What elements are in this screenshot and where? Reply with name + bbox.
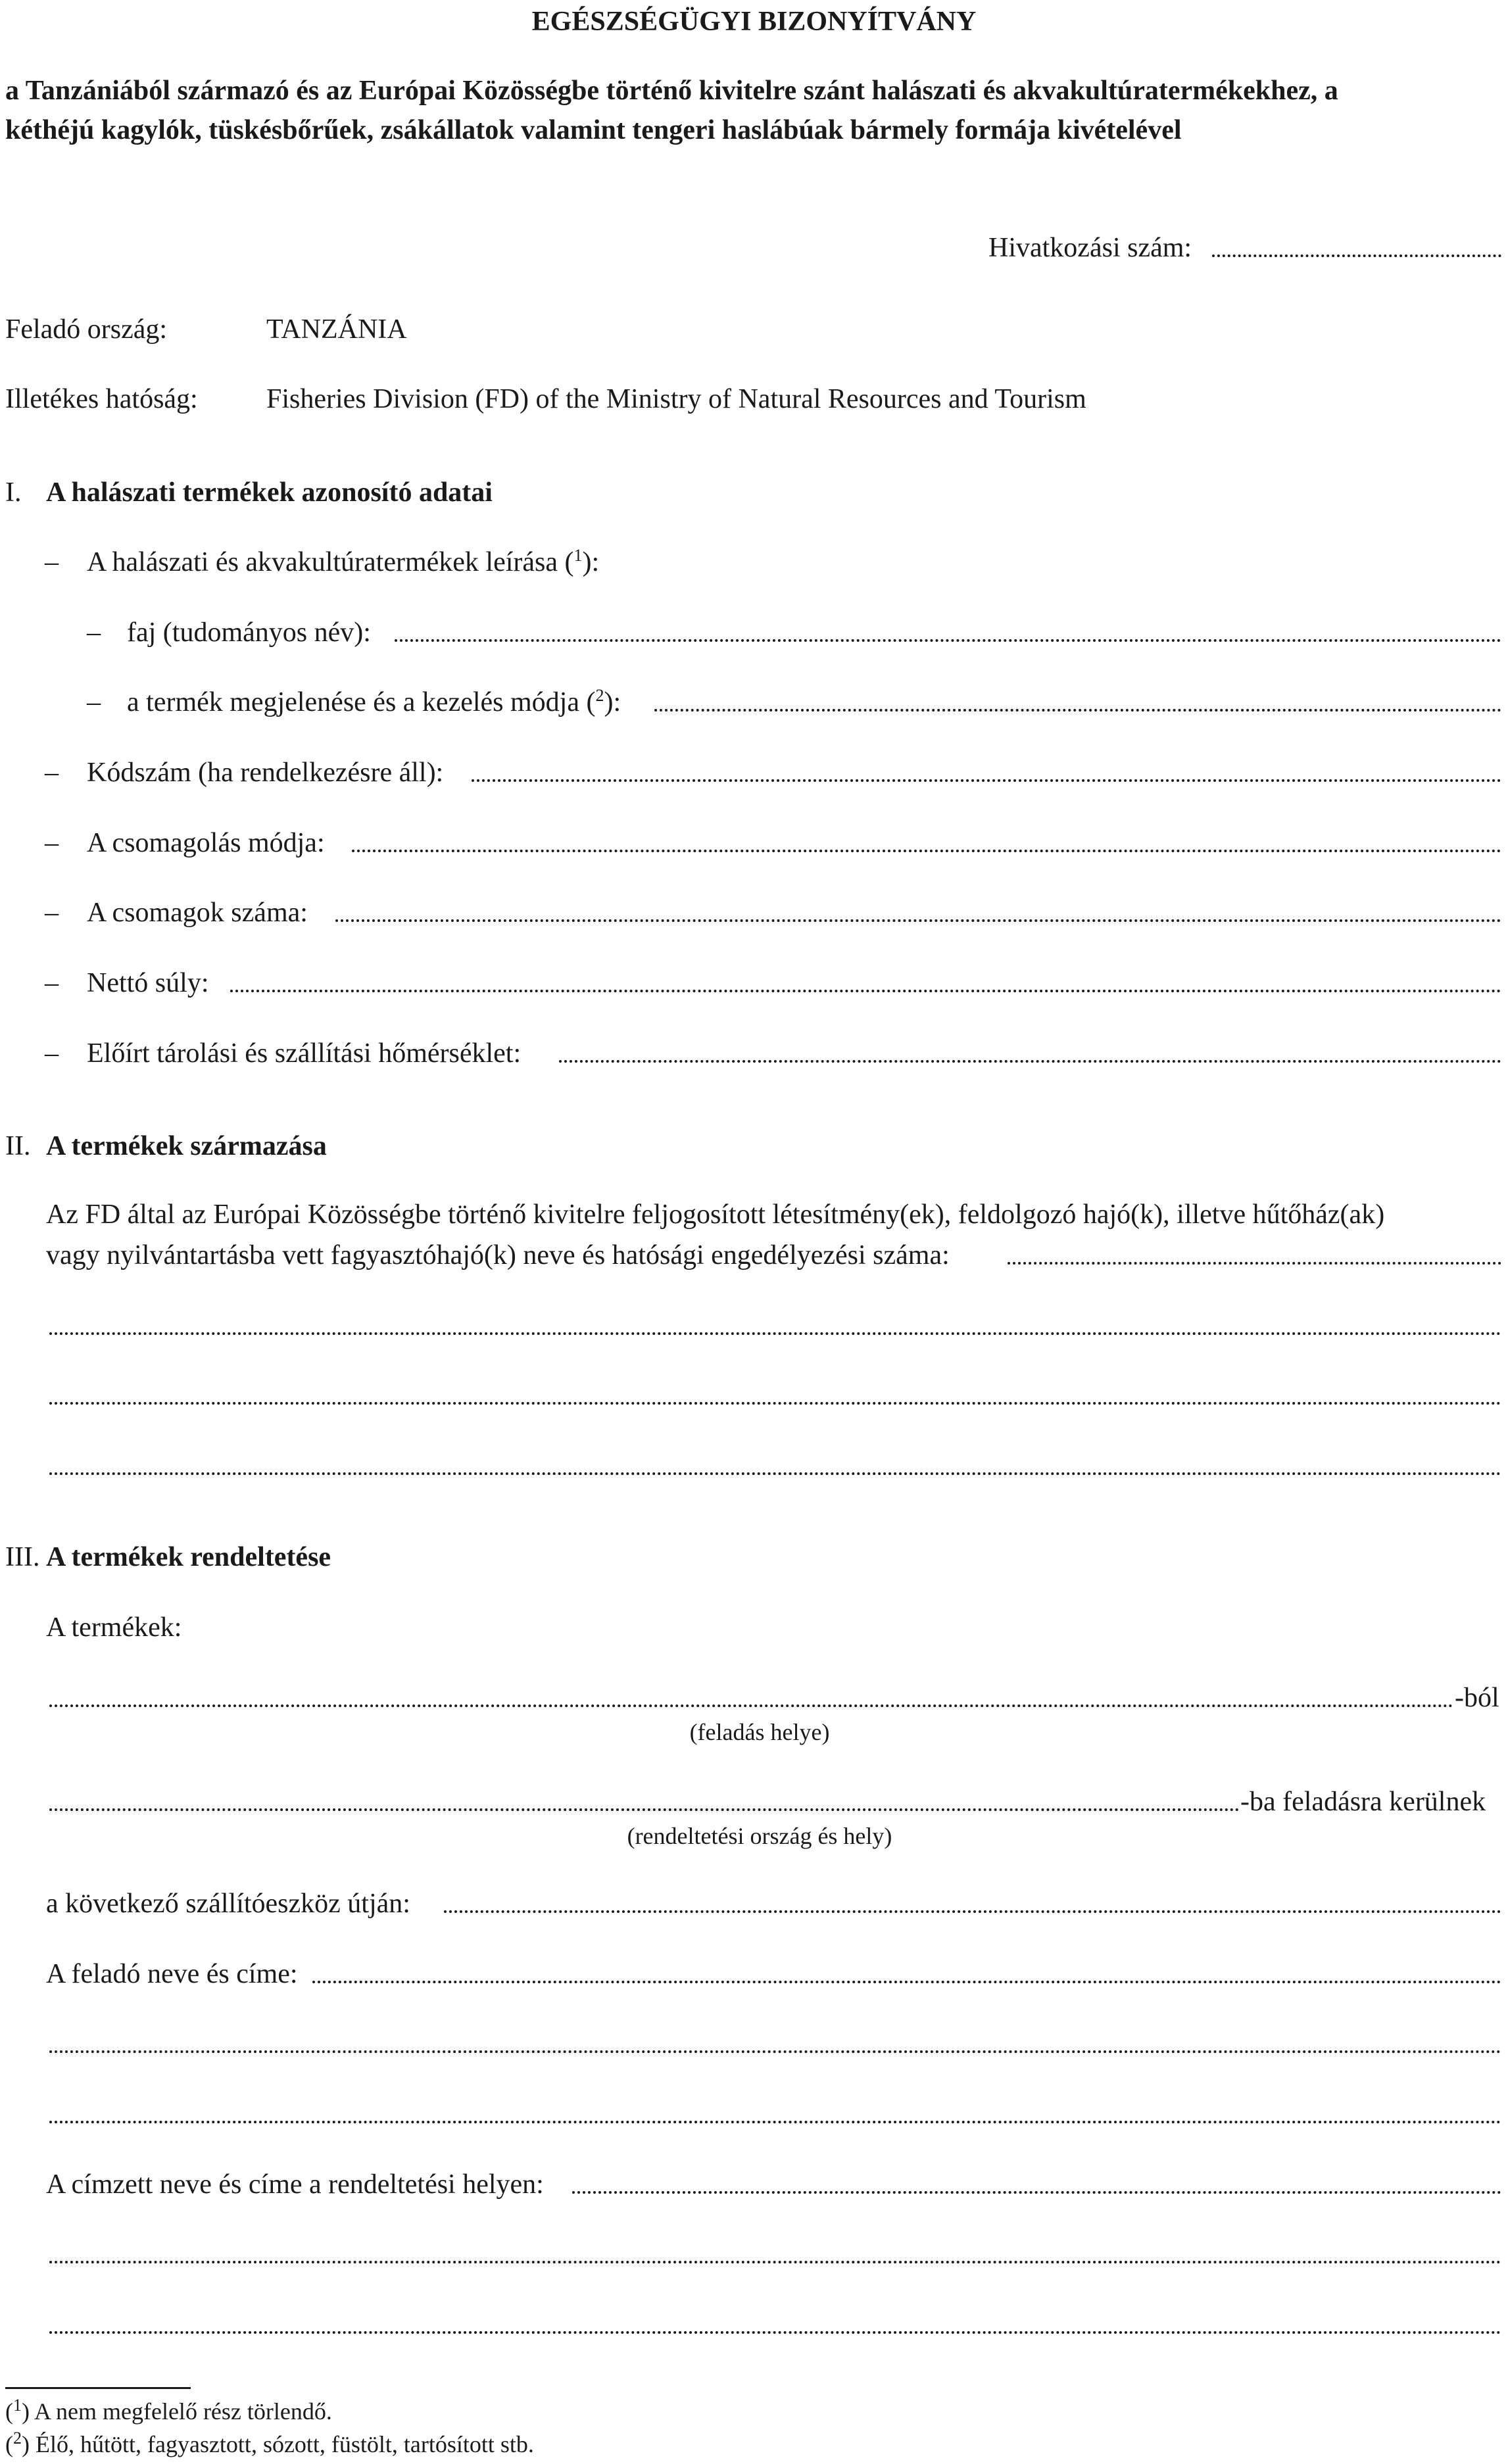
presentation-field[interactable] bbox=[654, 709, 1501, 712]
establishment-field-line4[interactable] bbox=[49, 1472, 1501, 1475]
packages-field[interactable] bbox=[335, 919, 1501, 922]
packaging-label: A csomagolás módja: bbox=[87, 828, 325, 858]
section3-title: A termékek rendeltetése bbox=[46, 1542, 331, 1572]
consignee-field[interactable] bbox=[572, 2191, 1501, 2194]
document-title: EGÉSZSÉGÜGYI BIZONYÍTVÁNY bbox=[531, 7, 977, 37]
establishment-field-line2[interactable] bbox=[49, 1332, 1501, 1335]
bullet-dash: – bbox=[45, 968, 59, 998]
code-field[interactable] bbox=[472, 779, 1501, 782]
section2-text-line2: vagy nyilvántartásba vett fagyasztóhajó(k) neve és hatósági engedélyezési száma: bbox=[46, 1240, 950, 1270]
section2-title: A termékek származása bbox=[46, 1131, 327, 1161]
to-suffix: -ba feladásra kerülnek bbox=[1240, 1787, 1486, 1817]
authority-label: Illetékes hatóság: bbox=[5, 384, 198, 414]
presentation-label: a termék megjelenése és a kezelés módja ($^2$): bbox=[127, 686, 621, 717]
bullet-dash: – bbox=[45, 758, 59, 788]
packaging-field[interactable] bbox=[352, 850, 1501, 852]
species-field[interactable] bbox=[395, 639, 1501, 642]
section2-text-line1: Az FD által az Európai Közösségbe történő kivitelre feljogosított létesítmény(ek), feldolgozó hajó(k), illetve hűtőház(ak) bbox=[46, 1199, 1385, 1230]
sender-country-label: Feladó ország: bbox=[5, 314, 168, 345]
establishment-field[interactable] bbox=[1008, 1262, 1501, 1265]
consignee-field-line2[interactable] bbox=[49, 2261, 1501, 2263]
temperature-field[interactable] bbox=[559, 1060, 1501, 1063]
sender-field[interactable] bbox=[312, 1981, 1501, 1983]
net-weight-field[interactable] bbox=[230, 990, 1501, 992]
packages-label: A csomagok száma: bbox=[87, 898, 308, 928]
species-label: faj (tudományos név): bbox=[127, 617, 371, 648]
bullet-dash: – bbox=[45, 898, 59, 928]
dispatch-place-caption: (feladás helye) bbox=[689, 1719, 830, 1745]
sender-country-value: TANZÁNIA bbox=[266, 314, 407, 345]
products-label: A termékek: bbox=[46, 1612, 182, 1643]
footnote-2: ($^2$) Élő, hűtött, fagyasztott, sózott, füstölt, tartósított stb. bbox=[5, 2428, 534, 2457]
sender-field-line2[interactable] bbox=[49, 2050, 1501, 2053]
footnote-1: ($^1$) A nem megfelelő rész törlendő. bbox=[5, 2396, 332, 2425]
code-label: Kódszám (ha rendelkezésre áll): bbox=[87, 758, 444, 788]
authority-value: Fisheries Division (FD) of the Ministry of Natural Resources and Tourism bbox=[266, 384, 1086, 414]
sender-field-line3[interactable] bbox=[49, 2121, 1501, 2123]
dispatch-place-field[interactable] bbox=[49, 1704, 1453, 1707]
reference-field[interactable] bbox=[1212, 254, 1501, 257]
net-weight-label: Nettó súly: bbox=[87, 968, 209, 998]
document-subtitle-line2: kéthéjú kagylók, tüskésbőrűek, zsákállatok valamint tengeri haslábúak bármely formája kivételével bbox=[5, 115, 1182, 145]
bullet-dash: – bbox=[87, 687, 101, 717]
destination-caption: (rendeltetési ország és hely) bbox=[627, 1823, 892, 1849]
transport-label: a következő szállítóeszköz útján: bbox=[46, 1889, 410, 1919]
section2-number: II. bbox=[5, 1131, 31, 1161]
reference-label: Hivatkozási szám: bbox=[988, 233, 1192, 263]
destination-field[interactable] bbox=[49, 1808, 1240, 1811]
establishment-field-line3[interactable] bbox=[49, 1402, 1501, 1405]
consignee-field-line3[interactable] bbox=[49, 2331, 1501, 2334]
bullet-dash: – bbox=[45, 1038, 59, 1069]
bullet-dash: – bbox=[87, 617, 101, 648]
consignee-label: A címzett neve és címe a rendeltetési helyen: bbox=[46, 2169, 544, 2200]
from-suffix: -ból bbox=[1455, 1683, 1499, 1713]
section1-title: A halászati termékek azonosító adatai bbox=[46, 477, 493, 508]
description-label: A halászati és akvakultúratermékek leírása ($^1$): bbox=[87, 546, 600, 577]
section1-number: I. bbox=[5, 477, 22, 508]
document-subtitle-line1: a Tanzániából származó és az Európai Közösségbe történő kivitelre szánt halászati és akvakultúratermékekhez, a bbox=[5, 76, 1338, 106]
temperature-label: Előírt tárolási és szállítási hőmérséklet: bbox=[87, 1038, 522, 1069]
bullet-dash: – bbox=[45, 547, 59, 577]
transport-field[interactable] bbox=[444, 1910, 1501, 1913]
footnote-separator bbox=[5, 2387, 191, 2389]
section3-number: III. bbox=[5, 1542, 40, 1572]
sender-label: A feladó neve és címe: bbox=[46, 1959, 298, 1989]
bullet-dash: – bbox=[45, 828, 59, 858]
